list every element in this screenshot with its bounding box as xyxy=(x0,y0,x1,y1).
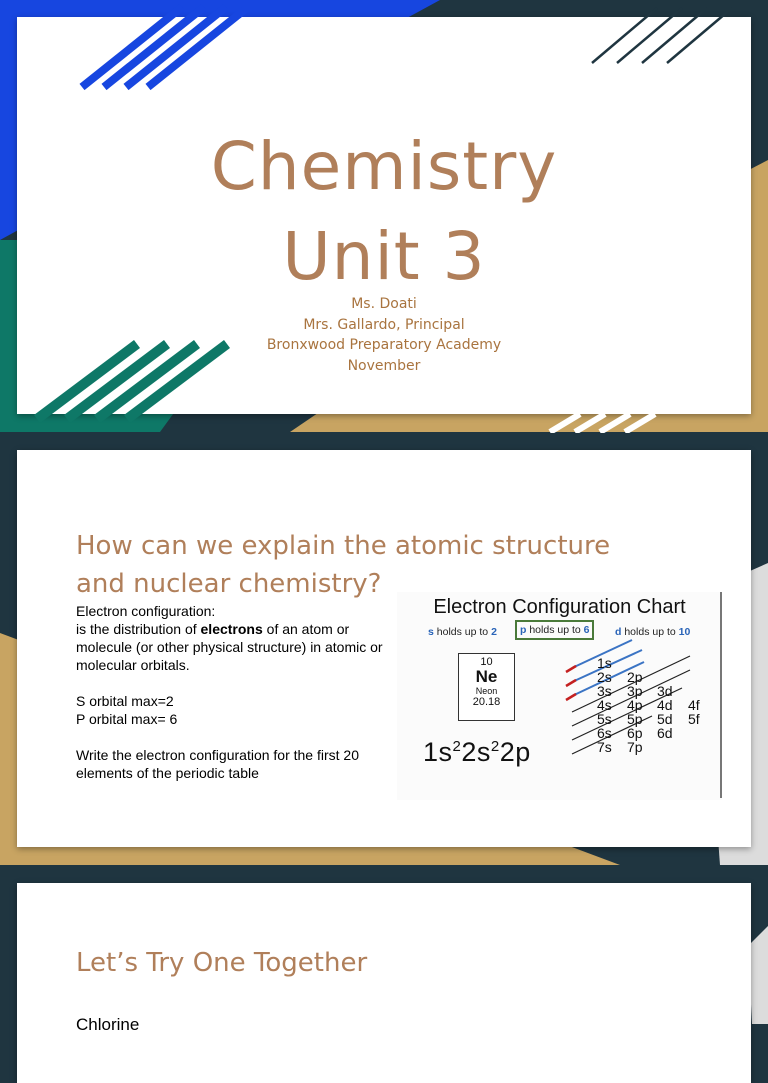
question-heading-line-1: How can we explain the atomic structure xyxy=(76,531,611,561)
orbital-6p: 6p xyxy=(627,725,643,741)
orbital-4s: 4s xyxy=(597,697,612,713)
orbital-5s: 5s xyxy=(597,711,612,727)
school-name: Bronxwood Preparatory Academy xyxy=(266,337,502,353)
atomic-number: 10 xyxy=(480,656,493,668)
orbital-7s: 7s xyxy=(597,739,612,755)
p-orbital-max: P orbital max= 6 xyxy=(76,711,178,727)
orbital-2s: 2s xyxy=(597,669,612,685)
orbital-5f: 5f xyxy=(688,711,700,727)
practice-heading: Let’s Try One Together xyxy=(76,948,368,978)
question-heading-line-2: and nuclear chemistry? xyxy=(76,569,382,599)
blue-stripes-decoration xyxy=(72,0,272,87)
electron-configuration-chart-image xyxy=(397,592,722,800)
title-slide xyxy=(0,0,768,432)
orbital-5p: 5p xyxy=(627,711,643,727)
orbital-4f: 4f xyxy=(688,697,700,713)
orbital-4d: 4d xyxy=(657,697,673,713)
orbital-1s: 1s xyxy=(597,655,612,671)
element-name-chlorine: Chlorine xyxy=(76,1015,140,1034)
orbital-3p: 3p xyxy=(627,683,643,699)
neon-configuration: $1s^22s^22p$ xyxy=(423,737,531,767)
slide-2-card xyxy=(17,450,751,847)
orbital-6s: 6s xyxy=(597,725,612,741)
orbital-7p: 7p xyxy=(627,739,643,755)
electron-config-slide xyxy=(0,433,768,865)
orbital-6d: 6d xyxy=(657,725,673,741)
neon-element-tile xyxy=(458,653,515,721)
definition-text xyxy=(76,602,386,782)
month-label: November xyxy=(347,357,421,374)
principal-name: Mrs. Gallardo, Principal xyxy=(303,316,465,333)
element-symbol: Ne xyxy=(475,667,498,686)
task-instruction: Write the electron configuration for the first 20 elements of the periodic table xyxy=(76,747,359,781)
slide-title-line-2: Unit 3 xyxy=(282,218,486,295)
atomic-mass: 20.18 xyxy=(472,696,501,708)
chart-title: Electron Configuration Chart xyxy=(433,596,686,618)
definition-term: Electron configuration: xyxy=(76,603,216,619)
definition-body: is the distribution of electrons of an atom or molecule (or other physical structure) in atomic or molecular orbitals. xyxy=(76,621,383,673)
orbital-5d: 5d xyxy=(657,711,673,727)
orbital-3s: 3s xyxy=(597,683,612,699)
orbital-3d: 3d xyxy=(657,683,673,699)
navy-stripes-decoration xyxy=(587,3,747,65)
slide-3-card xyxy=(17,883,751,1083)
slide-title-line-1: Chemistry xyxy=(210,128,558,205)
element-name: Neon xyxy=(475,686,498,696)
s-orbital-max: S orbital max=2 xyxy=(76,693,174,709)
teacher-name: Ms. Doati xyxy=(351,296,417,312)
legend-p: p holds up to 6 xyxy=(515,620,594,640)
orbital-2p: 2p xyxy=(627,669,643,685)
orbital-4p: 4p xyxy=(627,697,643,713)
legend-s: s holds up to 2 xyxy=(428,626,497,638)
title-slide-card xyxy=(17,17,751,414)
practice-slide xyxy=(0,866,768,1034)
white-stripes-decoration xyxy=(540,400,680,432)
chart-border-line xyxy=(720,592,722,798)
legend-d: d holds up to 10 xyxy=(615,626,691,638)
